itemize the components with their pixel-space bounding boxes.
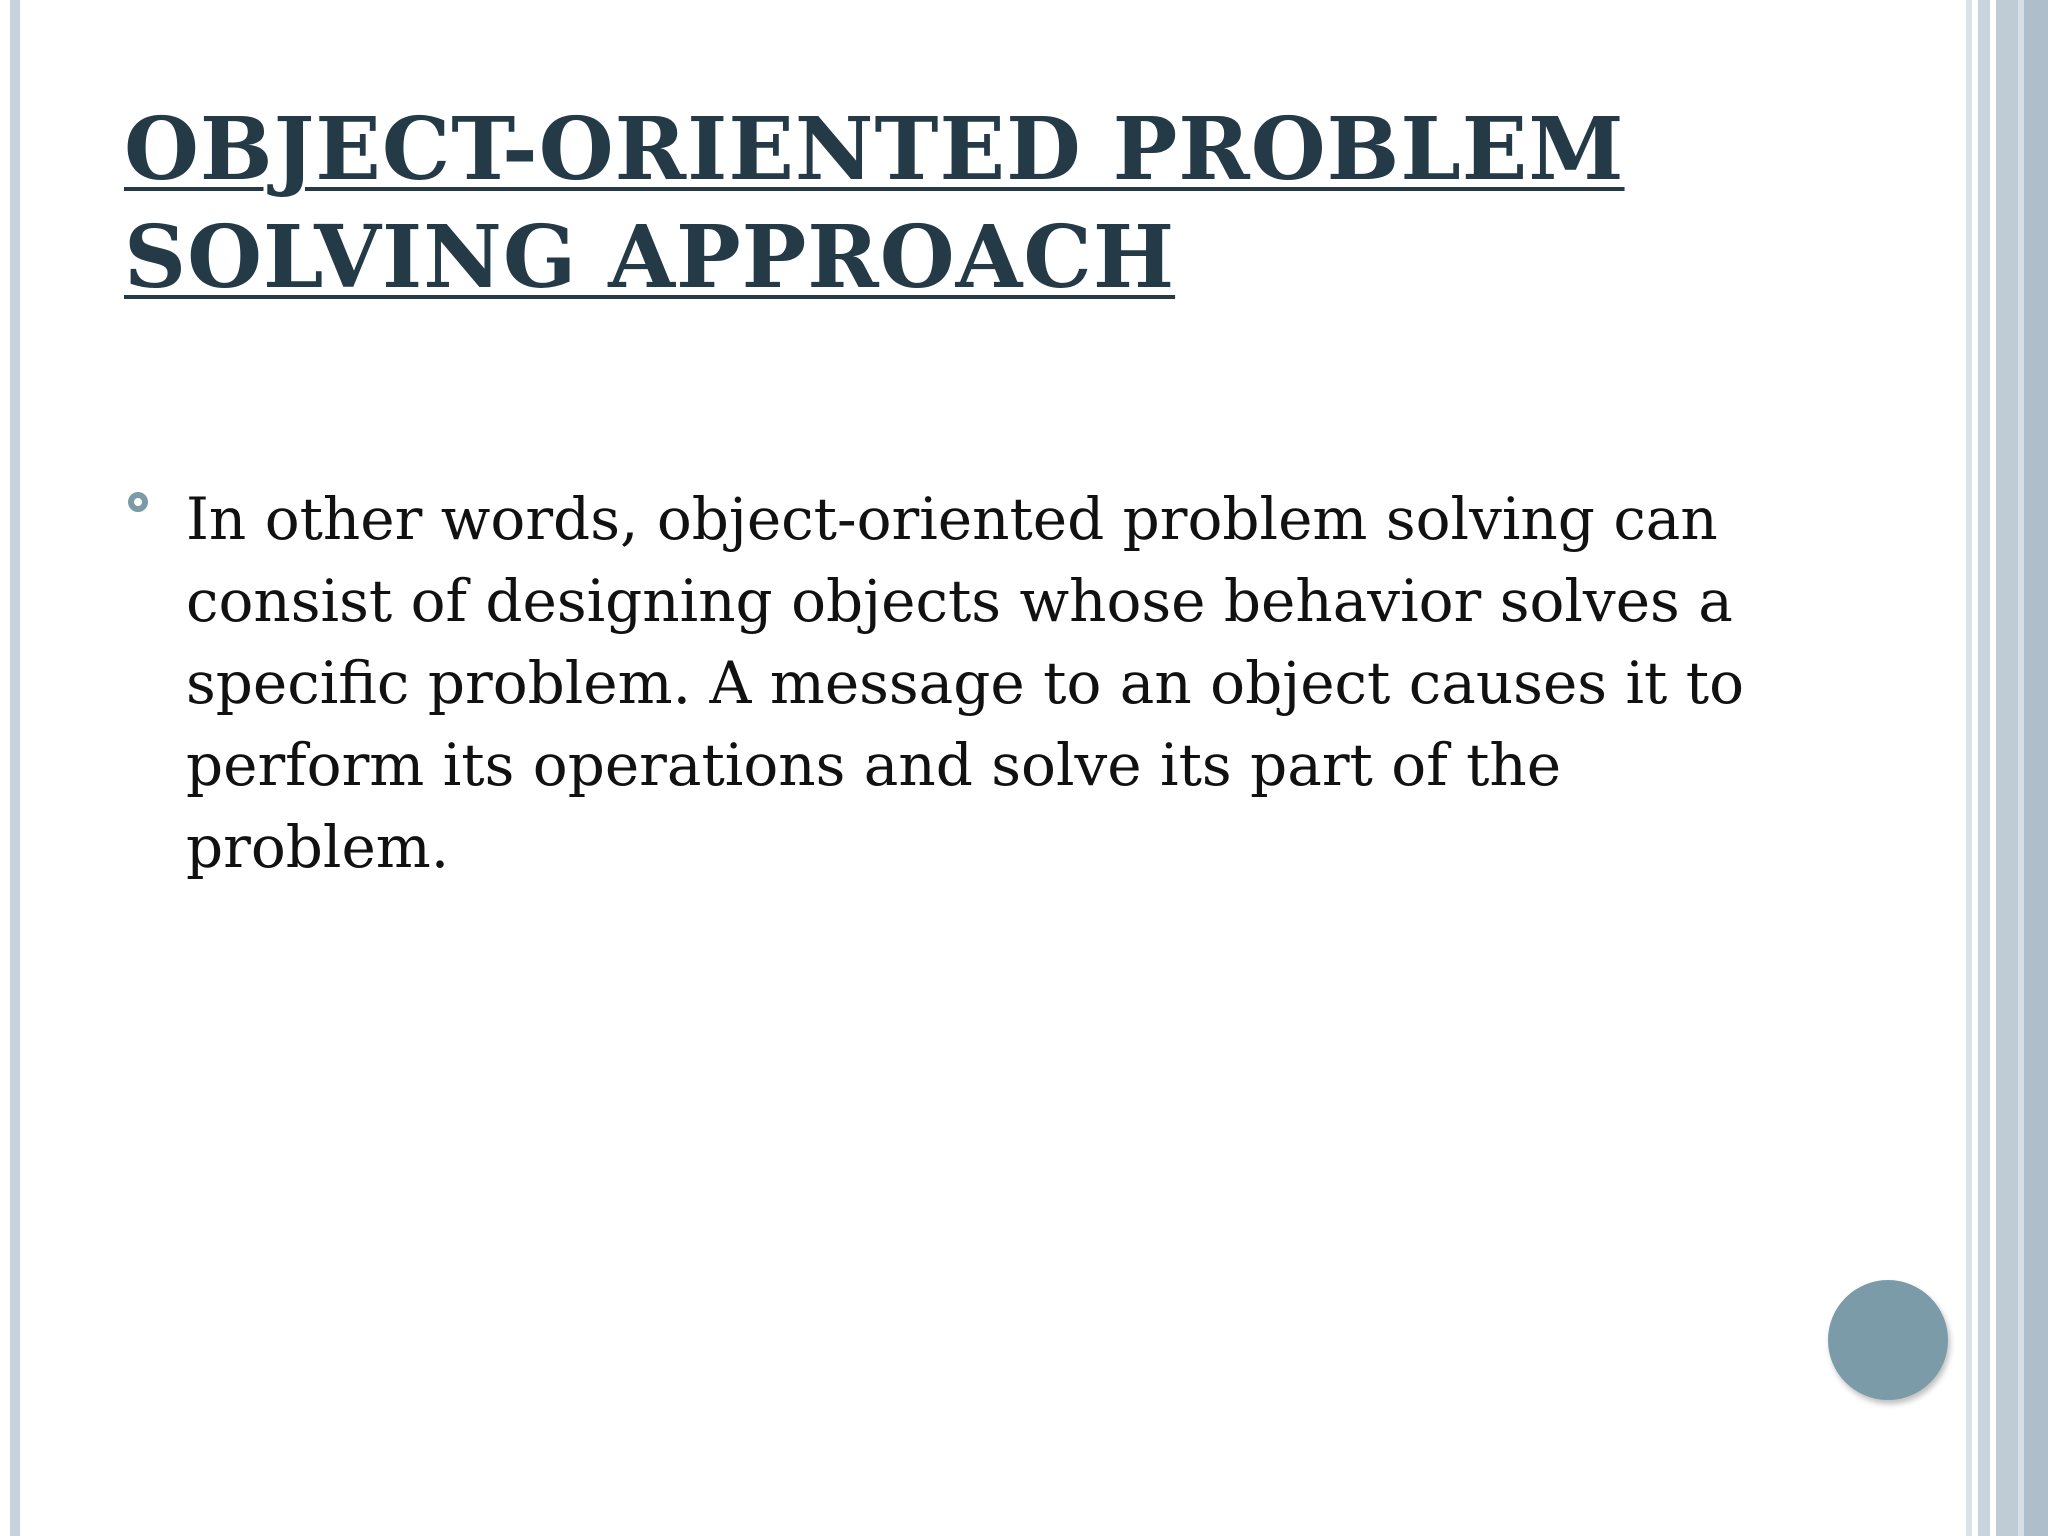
bullet-circle-icon bbox=[128, 492, 148, 512]
slide-title bbox=[124, 96, 1724, 312]
title-line-2: SOLVING APPROACH bbox=[124, 207, 1176, 308]
left-decorative-bar bbox=[10, 0, 20, 1536]
bullet-text: In other words, object-oriented problem solving can consist of designing objects whose behavior solves a specific problem. A message to an object causes it to perform its operations and solve its part of the problem. bbox=[186, 485, 1744, 881]
right-decorative-panel bbox=[1966, 0, 2048, 1536]
slide-nav-circle-button[interactable] bbox=[1828, 1280, 1948, 1400]
title-line-1: OBJECT-ORIENTED PROBLEM bbox=[124, 99, 1625, 200]
